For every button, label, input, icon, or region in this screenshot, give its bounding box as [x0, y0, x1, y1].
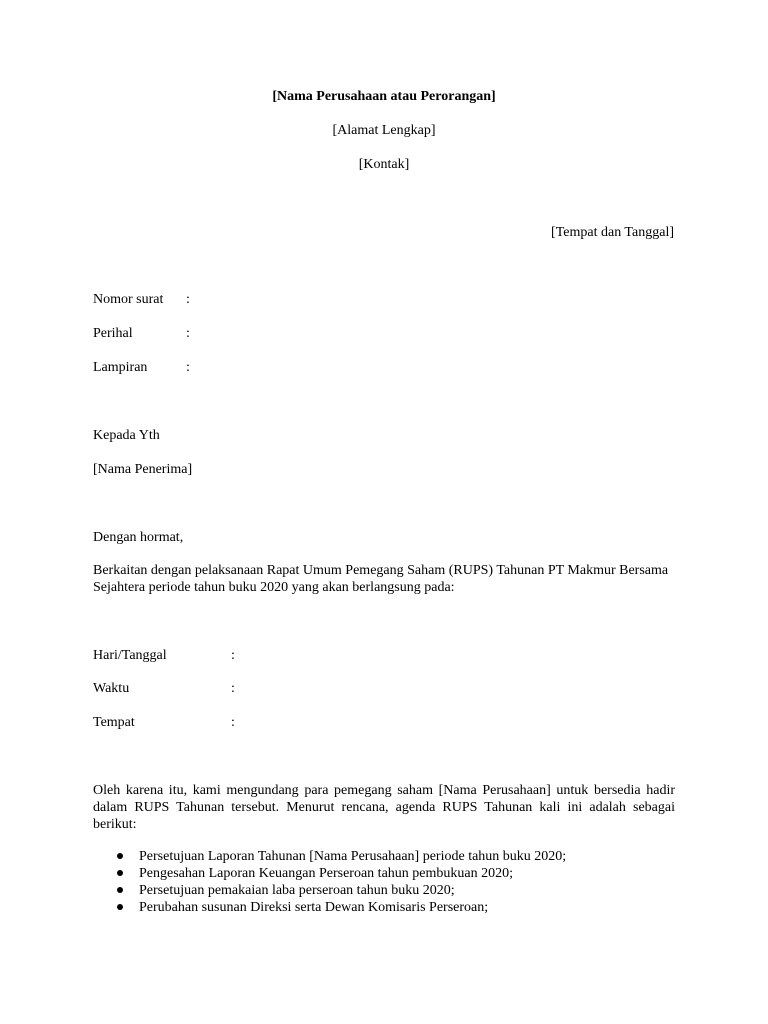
- letter-number-label: Nomor surat: [93, 292, 164, 307]
- event-day-date-label: Hari/Tanggal: [93, 648, 167, 663]
- recipient-name: [Nama Penerima]: [93, 462, 193, 477]
- bullet-icon: [117, 853, 123, 859]
- event-place-colon: :: [231, 715, 235, 730]
- agenda-item-text: Persetujuan Laporan Tahunan [Nama Perusahaan] periode tahun buku 2020;: [139, 849, 567, 864]
- place-and-date: [Tempat dan Tanggal]: [551, 225, 674, 240]
- agenda-item: [93, 848, 675, 865]
- company-address: [Alamat Lengkap]: [332, 123, 436, 138]
- company-contact: [Kontak]: [358, 157, 410, 172]
- attachment-label: Lampiran: [93, 360, 148, 375]
- company-name: [Nama Perusahaan atau Perorangan]: [272, 89, 496, 104]
- agenda-item: [93, 882, 675, 899]
- event-time-colon: :: [231, 681, 235, 696]
- agenda-paragraph: Oleh karena itu, kami mengundang para pemegang saham [Nama Perusahaan] untuk bersedia hadir dalam RUPS Tahunan tersebut. Menurut rencana, agenda RUPS Tahunan kali ini adalah sebagai berikut:: [93, 783, 675, 832]
- agenda-item-text: Perubahan susunan Direksi serta Dewan Komisaris Perseroan;: [139, 900, 489, 915]
- agenda-item: [93, 899, 675, 916]
- bullet-icon: [117, 887, 123, 893]
- agenda-item: [93, 865, 675, 882]
- event-place-label: Tempat: [93, 715, 135, 730]
- event-time-label: Waktu: [93, 681, 130, 696]
- agenda-item-text: Pengesahan Laporan Keuangan Perseroan tahun pembukuan 2020;: [139, 866, 513, 881]
- letter-number-colon: :: [186, 292, 190, 307]
- agenda-item-text: Persetujuan pemakaian laba perseroan tahun buku 2020;: [139, 883, 455, 898]
- bullet-icon: [117, 904, 123, 910]
- bullet-icon: [117, 870, 123, 876]
- agenda-list: [93, 848, 675, 916]
- attachment-colon: :: [186, 360, 190, 375]
- intro-paragraph: Berkaitan dengan pelaksanaan Rapat Umum Pemegang Saham (RUPS) Tahunan PT Makmur Bersama Sejahtera periode tahun buku 2020 yang akan berlangsung pada:: [93, 563, 669, 595]
- subject-colon: :: [186, 326, 190, 341]
- recipient-to-label: Kepada Yth: [93, 428, 160, 443]
- event-day-date-colon: :: [231, 648, 235, 663]
- subject-label: Perihal: [93, 326, 133, 341]
- greeting: Dengan hormat,: [93, 530, 184, 545]
